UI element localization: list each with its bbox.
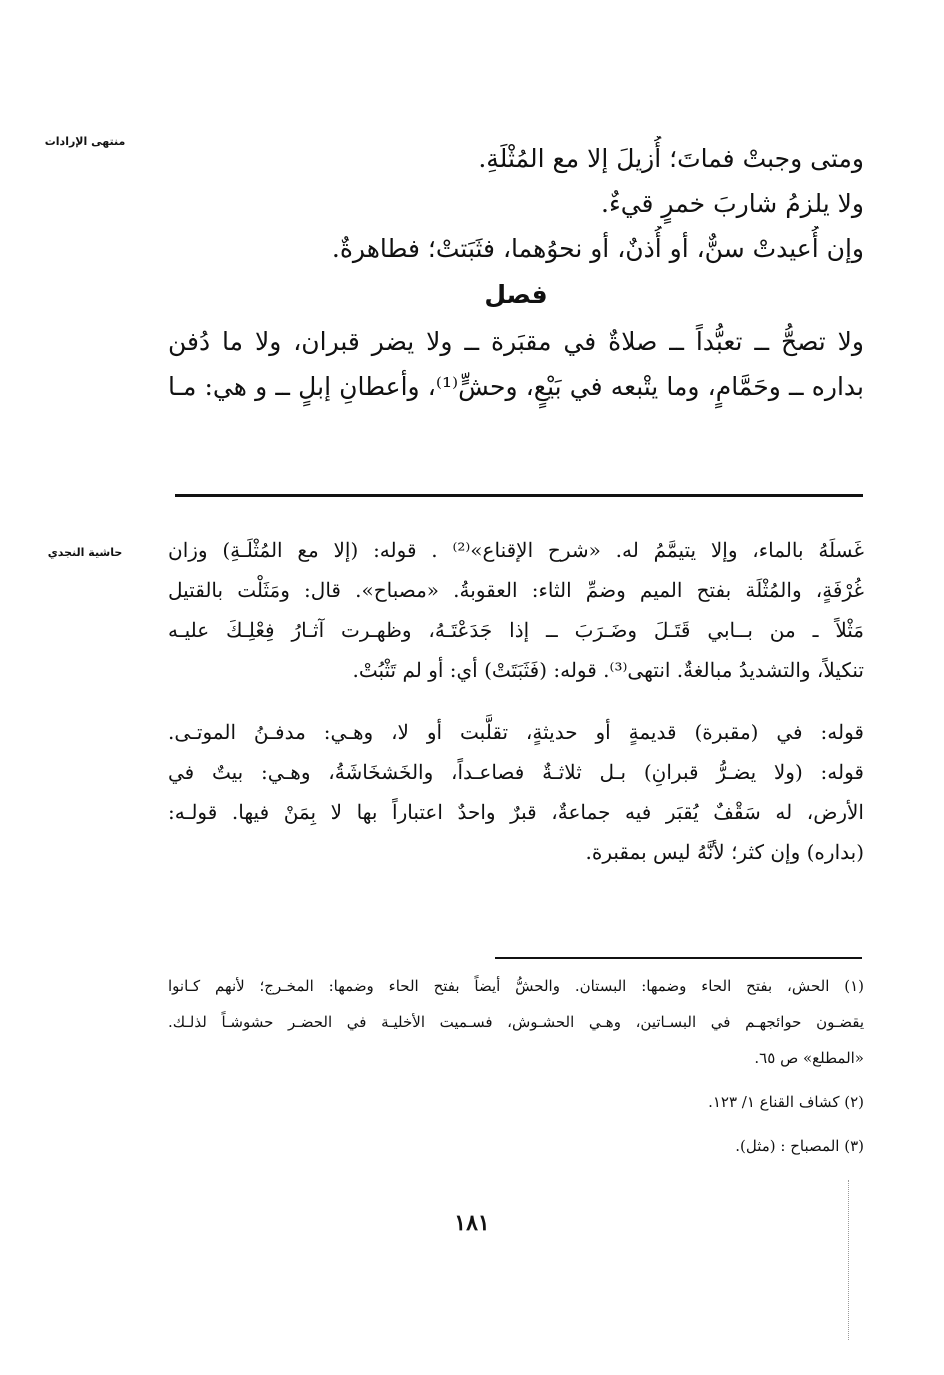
page-number: ١٨١ (454, 1210, 490, 1236)
matn-line: ولا يلزمُ شاربَ خمرٍ قيءٌ. (601, 189, 864, 218)
hashiya-line: قوله: في (مقبرة) قديمةٍ أو حديثةٍ، تقلَّبت أو لا، وهـي: مدفـنُ الموتـى. (168, 720, 864, 744)
matn-line: ومتى وجبتْ فماتَ؛ أُزيلَ إلا مع المُثْلَةِ. (478, 144, 864, 173)
hashiya-line: مَثْلاً ـ من بــابي قَتَـلَ وضَـرَبَ ــ إذا جَدَعْتَـهُ، وظهـرت آثـارُ فِعْلِـكَ عليـه (168, 618, 864, 642)
footnote-3: (٣) المصباح : (مثل). (735, 1137, 864, 1155)
footnotes (168, 968, 864, 1164)
hashiya-text (168, 530, 864, 872)
hashiya-line: غُرْفَةٍ، والمُثْلَة بفتح الميم وضمِّ الثاء: العقوبةُ. «مصباح». قال: ومَثَلْت بالقتيل (168, 578, 864, 602)
hashiya-line: (بداره) وإن كثر؛ لأنَّهُ ليس بمقبرة. (585, 840, 864, 864)
footnote-line: يقضـون حوائجهـم في البسـاتين، وهـي الحشـوش، فسـميت الأخليـة في الحضـر حشوشـاً لذلـك. (168, 1013, 864, 1031)
matn-text (168, 136, 864, 409)
side-label-commentary: حاشية النجدي (47, 546, 123, 559)
hashiya-line: الأرض، له سَقْفٌ يُقبَر فيه جماعةٌ، قبرٌ واحدٌ اعتباراً بها لا بِمَنْ فيها. قولـه: (168, 800, 864, 824)
hashiya-line: غَسلَهُ بالماء، وإلا يتيمَّمُ له. «شرح الإقناع»⁽²⁾ . قوله: (إلا مع المُثْلَـةِ) وزان (168, 538, 864, 562)
footnote-line: (١) الحش، بفتح الحاء وضمها: البستان. والحشُّ أيضاً بفتح الحاء وضمها: المخـرج؛ لأنهم كـانوا (168, 977, 864, 995)
footnote-line: «المطلع» ص ٦٥. (754, 1049, 864, 1067)
matn-paragraph-line: ولا تصحُّ ــ تعبُّداً ــ صلاةٌ في مقبَرة ــ ولا يضر قبران، ولا ما دُفن (168, 327, 864, 356)
matn-paragraph-line: بداره ــ وحَمَّامٍ، وما يتْبعه في بَيْعٍ، وحشٍّ⁽¹⁾، وأعطانِ إبلٍ ــ و هي: مـا (168, 372, 864, 401)
section-heading: فصل (484, 280, 548, 309)
hashiya-line: قوله: (ولا يضـرُّ قبرانِ) بـل ثلاثـةٌ فصاعـداً، والخَشخَاشَةُ، وهـي: بيتٌ في (168, 760, 864, 784)
side-label-book-title: منتهى الإرادات (44, 135, 126, 148)
matn-line: وإن أُعيدتْ سنٌّ، أو أُذنٌ، أو نحوُهما، فثَبَتتْ؛ فطاهرةٌ. (331, 234, 864, 263)
footnote-2: (٢) كشاف القناع ١/ ١٢٣. (708, 1093, 864, 1111)
hashiya-line: تنكيلاً، والتشديدُ مبالغةٌ. انتهى⁽³⁾. قوله: (فَثَبَتَتْ) أي: أو لم تَثْبُتْ. (352, 658, 864, 682)
separator-rule (175, 494, 863, 497)
scan-edge-mark (848, 1180, 849, 1340)
footnote-rule (495, 957, 862, 959)
